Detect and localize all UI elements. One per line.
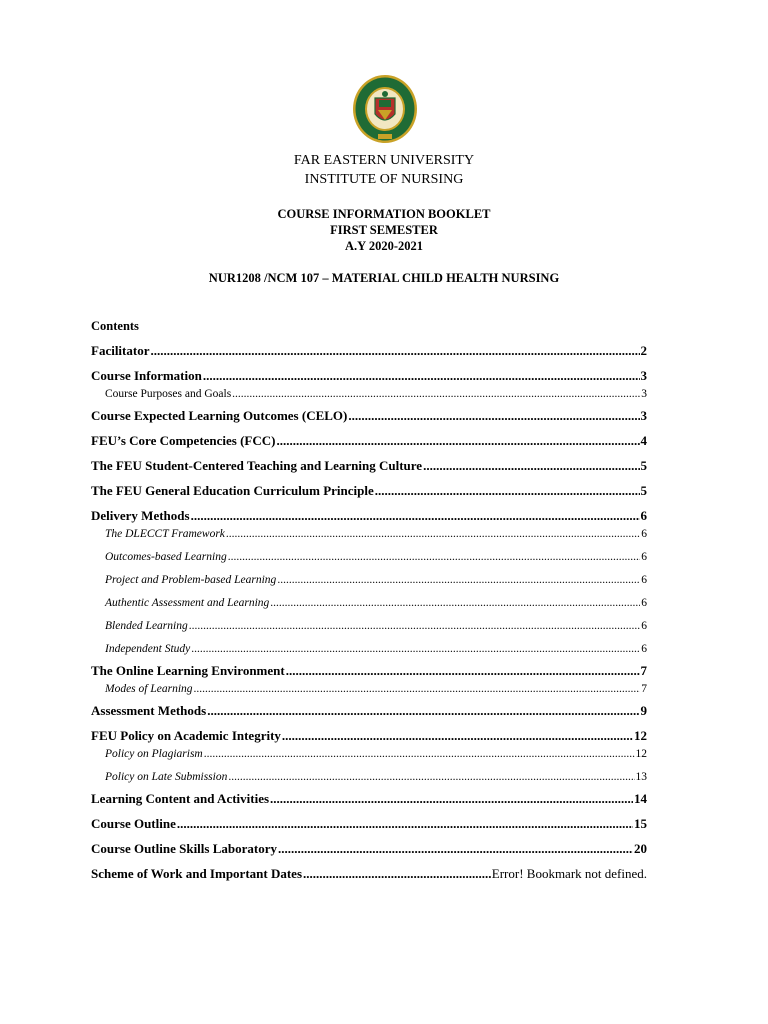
toc-entry-academic-integrity[interactable]: FEU Policy on Academic Integrity ..... 12: [91, 728, 647, 748]
toc-entry-dleccct-framework[interactable]: The DLECCT Framework ..... 6: [91, 528, 647, 543]
toc-entry-curriculum-principle[interactable]: The FEU General Education Curriculum Principle ..... 5: [91, 483, 647, 503]
course-title: [0, 271, 768, 286]
booklet-header: [0, 206, 768, 254]
contents-heading: Contents: [91, 319, 139, 333]
toc-entry-outcomes-based[interactable]: Outcomes-based Learning ..... 6: [91, 551, 647, 566]
toc-entry-course-information[interactable]: Course Information ..... 3: [91, 368, 647, 388]
course-title-text: NUR1208 /NCM 107 – MATERIAL CHILD HEALTH NURSING: [208, 271, 560, 285]
university-header: [0, 151, 768, 189]
university-name: FAR EASTERN UNIVERSITY: [293, 153, 475, 168]
toc-entry-scheme-of-work[interactable]: Scheme of Work and Important Dates ..... Error! Bookmark not defined.: [91, 866, 647, 886]
table-of-contents: [91, 343, 647, 886]
booklet-title: COURSE INFORMATION BOOKLET: [277, 207, 491, 221]
toc-entry-online-environment[interactable]: The Online Learning Environment ..... 7: [91, 663, 647, 683]
toc-entry-facilitator[interactable]: Facilitator ..... 2: [91, 343, 647, 363]
university-seal-logo: [352, 74, 418, 144]
toc-entry-late-submission[interactable]: Policy on Late Submission ..... 13: [91, 771, 647, 786]
toc-entry-core-competencies[interactable]: FEU’s Core Competencies (FCC) ..... 4: [91, 433, 647, 453]
academic-year: A.Y 2020-2021: [344, 239, 423, 253]
toc-entry-assessment-methods[interactable]: Assessment Methods ..... 9: [91, 703, 647, 723]
semester: FIRST SEMESTER: [330, 223, 438, 237]
toc-entry-course-outline[interactable]: Course Outline ..... 15: [91, 816, 647, 836]
toc-entry-plagiarism[interactable]: Policy on Plagiarism ..... 12: [91, 748, 647, 763]
toc-entry-project-problem-based[interactable]: Project and Problem-based Learning ..... 6: [91, 574, 647, 589]
toc-entry-celo[interactable]: Course Expected Learning Outcomes (CELO) ..... 3: [91, 408, 647, 428]
toc-entry-skills-laboratory[interactable]: Course Outline Skills Laboratory ..... 20: [91, 841, 647, 861]
toc-entry-authentic-assessment[interactable]: Authentic Assessment and Learning ..... 6: [91, 597, 647, 612]
toc-entry-delivery-methods[interactable]: Delivery Methods ..... 6: [91, 508, 647, 528]
institute-name: INSTITUTE OF NURSING: [304, 172, 464, 187]
toc-entry-course-purposes[interactable]: Course Purposes and Goals ..... 3: [91, 388, 647, 403]
toc-entry-learning-content[interactable]: Learning Content and Activities ..... 14: [91, 791, 647, 811]
toc-entry-independent-study[interactable]: Independent Study ..... 6: [91, 643, 647, 658]
toc-entry-modes-of-learning[interactable]: Modes of Learning ..... 7: [91, 683, 647, 698]
toc-entry-blended-learning[interactable]: Blended Learning ..... 6: [91, 620, 647, 635]
toc-entry-teaching-culture[interactable]: The FEU Student-Centered Teaching and Learning Culture ..... 5: [91, 458, 647, 478]
